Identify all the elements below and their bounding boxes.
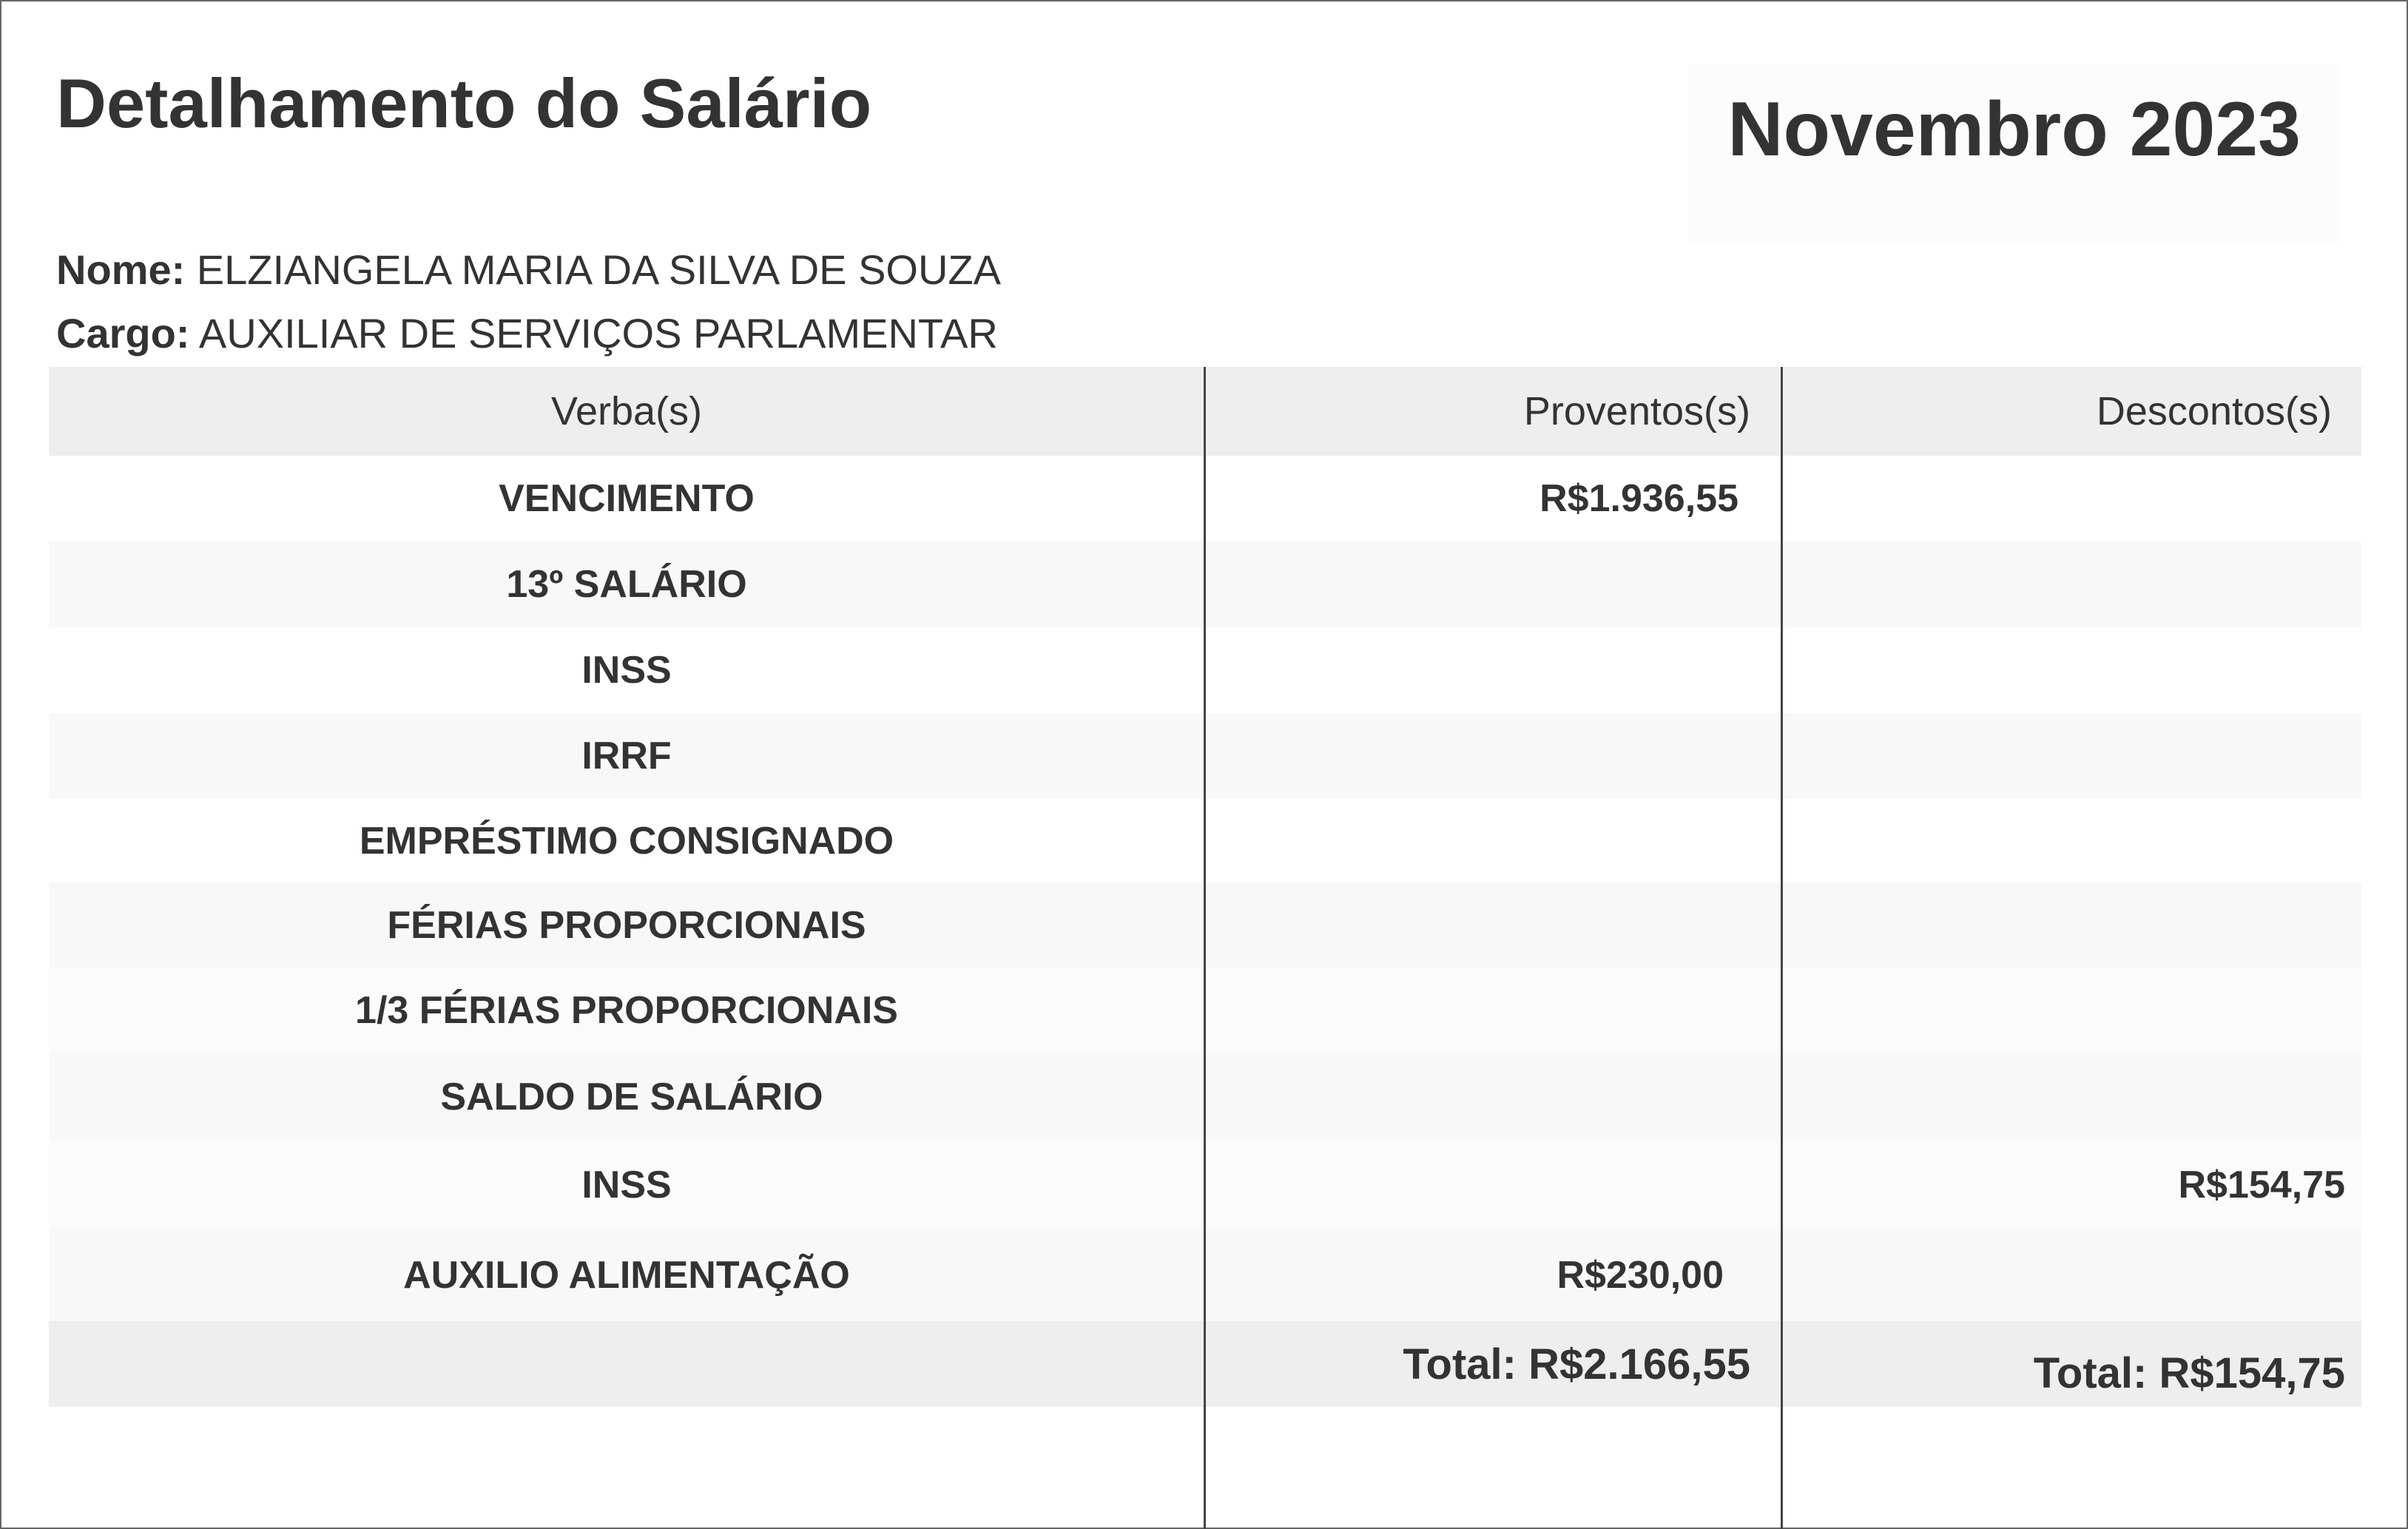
row-descontos	[1781, 1053, 2361, 1141]
employee-name: ELZIANGELA MARIA DA SILVA DE SOUZA	[196, 246, 1001, 293]
row-verba: EMPRÉSTIMO CONSIGNADO	[359, 820, 894, 863]
row-verba: FÉRIAS PROPORCIONAIS	[387, 904, 866, 947]
employee-name-line	[56, 246, 1001, 294]
column-divider	[1204, 367, 1206, 1529]
row-verba: INSS	[581, 649, 672, 692]
column-divider	[1781, 367, 1783, 1529]
row-verba: 1/3 FÉRIAS PROPORCIONAIS	[355, 989, 898, 1032]
row-descontos	[1781, 968, 2361, 1053]
row-proventos	[1204, 541, 1781, 627]
row-descontos	[1781, 1229, 2361, 1321]
period-label: Novembro 2023	[1727, 87, 2301, 172]
name-label: Nome:	[56, 246, 186, 293]
row-verba: AUXILIO ALIMENTAÇÃO	[403, 1254, 850, 1297]
row-descontos	[1781, 799, 2361, 883]
totals-label	[49, 1321, 1204, 1407]
row-proventos	[1204, 883, 1781, 968]
row-descontos: R$154,75	[2178, 1164, 2345, 1206]
column-header-descontos: Descontos(s)	[2096, 389, 2332, 433]
role-label: Cargo:	[56, 310, 190, 357]
row-proventos: R$230,00	[1557, 1254, 1724, 1297]
row-descontos	[1781, 541, 2361, 627]
row-proventos	[1204, 968, 1781, 1053]
row-descontos	[1781, 627, 2361, 713]
row-verba: INSS	[581, 1164, 672, 1206]
row-descontos	[1781, 456, 2361, 541]
total-proventos: Total: R$2.166,55	[1403, 1340, 1750, 1388]
row-verba: SALDO DE SALÁRIO	[440, 1076, 823, 1118]
row-verba: IRRF	[581, 735, 672, 777]
period-box	[1688, 65, 2339, 243]
row-proventos	[1204, 799, 1781, 883]
employee-role: AUXILIAR DE SERVIÇOS PARLAMENTAR	[198, 310, 998, 357]
row-proventos: R$1.936,55	[1539, 477, 1738, 520]
column-header-verbas: Verba(s)	[550, 389, 703, 433]
page-title: Detalhamento do Salário	[56, 64, 872, 142]
row-proventos	[1204, 1053, 1781, 1141]
row-verba: 13º SALÁRIO	[506, 563, 747, 606]
row-proventos	[1204, 627, 1781, 713]
column-header-proventos: Proventos(s)	[1523, 389, 1750, 433]
total-descontos: Total: R$154,75	[2033, 1349, 2345, 1397]
row-proventos	[1204, 713, 1781, 799]
row-descontos	[1781, 883, 2361, 968]
row-proventos	[1204, 1141, 1781, 1229]
row-descontos	[1781, 713, 2361, 799]
employee-role-line	[56, 309, 998, 357]
row-verba: VENCIMENTO	[499, 477, 755, 520]
